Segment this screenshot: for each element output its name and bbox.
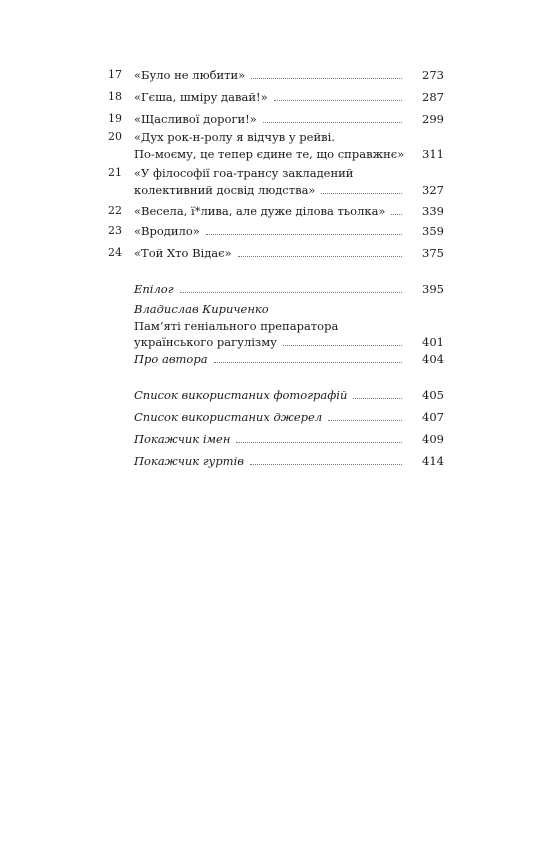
- leader-dots: [206, 234, 402, 235]
- leader-dots: [180, 292, 402, 293]
- appendix-title: Список використаних фотографій: [134, 388, 348, 402]
- appendix-title: Покажчик гуртів: [134, 454, 244, 468]
- appendix-title: Покажчик імен: [134, 432, 231, 446]
- chapter-title-line2: колективний досвід людства»: [134, 183, 316, 197]
- chapter-title: «Весела, ї*лива, але дуже ділова тьолка»: [134, 204, 386, 218]
- page-number: 327: [422, 183, 444, 197]
- leader-dots: [238, 256, 402, 257]
- chapter-title-line1: «Дух рок-н-ролу я відчув у рейві.: [134, 130, 335, 144]
- leader-dots: [321, 193, 402, 194]
- chapter-number: 17: [108, 68, 122, 81]
- essay-title-line2: українського рагулізму: [134, 335, 277, 349]
- leader-dots: [236, 442, 402, 443]
- leader-dots: [353, 398, 402, 399]
- chapter-title-line2: По-моєму, це тепер єдине те, що справжнє»: [134, 147, 405, 161]
- page-number: 299: [422, 112, 444, 126]
- leader-dots: [263, 122, 402, 123]
- page-number: 339: [422, 204, 444, 218]
- page-number: 395: [422, 282, 444, 296]
- leader-dots: [251, 78, 402, 79]
- page-number: 287: [422, 90, 444, 104]
- page-number: 273: [422, 68, 444, 82]
- essay-title-line1: Пам’яті геніального препаратора: [134, 319, 339, 333]
- leader-dots: [274, 100, 402, 101]
- page-number: 407: [422, 410, 444, 424]
- chapter-number: 23: [108, 224, 122, 237]
- about-title: Про автора: [134, 352, 208, 366]
- page-number: 401: [422, 335, 444, 349]
- leader-dots: [328, 420, 402, 421]
- leader-dots: [283, 345, 402, 346]
- chapter-title: «Було не любити»: [134, 68, 246, 82]
- chapter-number: 18: [108, 90, 122, 103]
- appendix-title: Список використаних джерел: [134, 410, 323, 424]
- leader-dots: [214, 362, 402, 363]
- chapter-number: 21: [108, 166, 122, 179]
- page-number: 404: [422, 352, 444, 366]
- leader-dots: [391, 214, 402, 215]
- chapter-number: 20: [108, 130, 122, 143]
- chapter-number: 19: [108, 112, 122, 125]
- chapter-title: «Вродило»: [134, 224, 200, 238]
- chapter-title-line1: «У філософії гоа-трансу закладений: [134, 166, 354, 180]
- epilogue-title: Епілог: [134, 282, 174, 296]
- chapter-number: 22: [108, 204, 122, 217]
- chapter-title: «Щасливої дороги!»: [134, 112, 257, 126]
- page-number: 311: [422, 147, 444, 161]
- chapter-title: «Той Хто Відає»: [134, 246, 232, 260]
- page-number: 375: [422, 246, 444, 260]
- chapter-number: 24: [108, 246, 122, 259]
- leader-dots: [250, 464, 402, 465]
- page-number: 409: [422, 432, 444, 446]
- essay-author: Владислав Кириченко: [134, 302, 269, 316]
- chapter-title: «Гєша, шміру давай!»: [134, 90, 268, 104]
- page-number: 405: [422, 388, 444, 402]
- page-number: 359: [422, 224, 444, 238]
- page-number: 414: [422, 454, 444, 468]
